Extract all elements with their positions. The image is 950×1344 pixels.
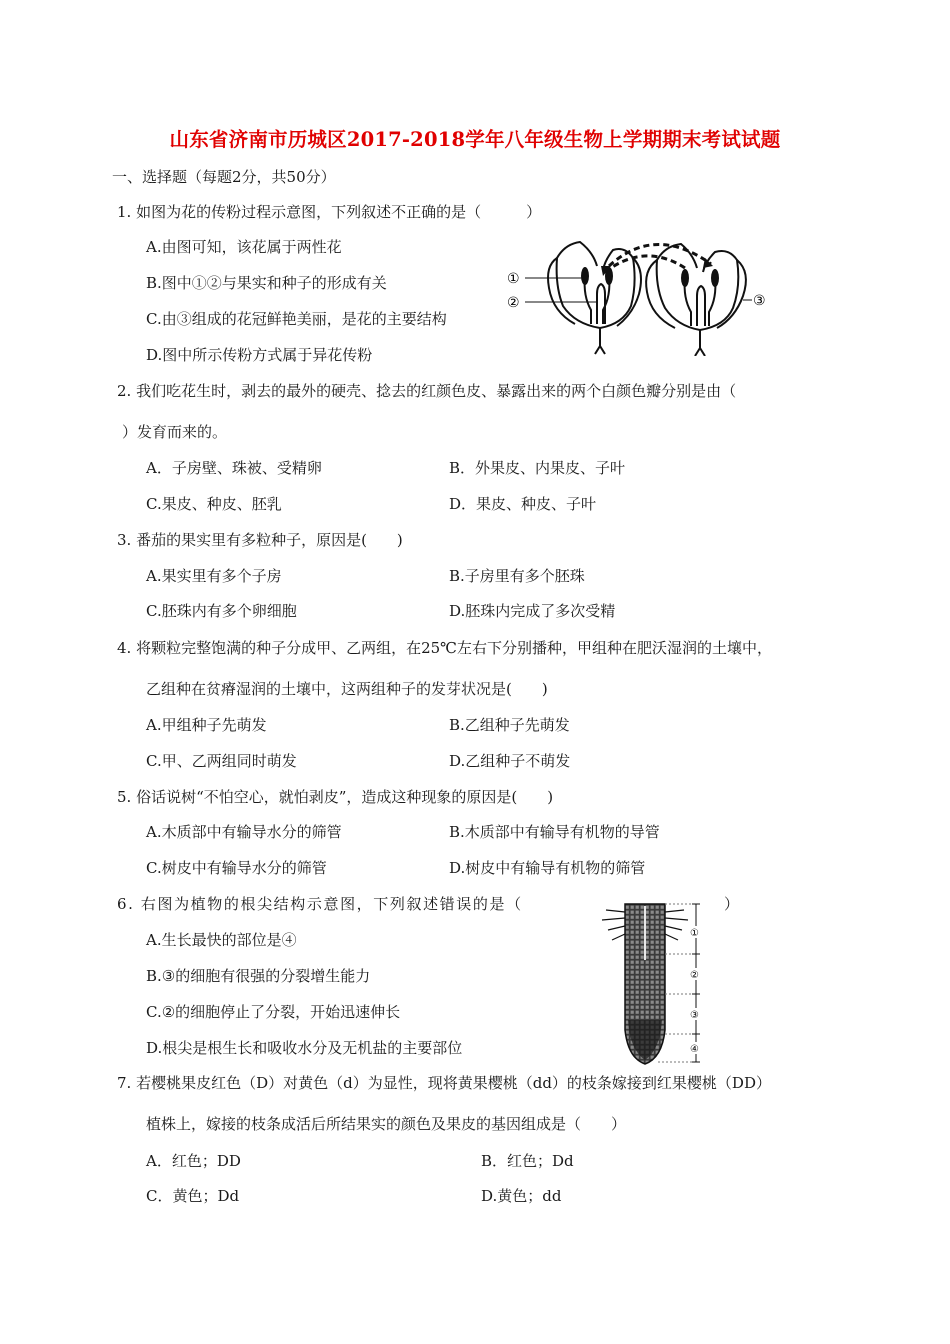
q1-option-d: D.图中所示传粉方式属于异花传粉 [146, 346, 373, 364]
q6-option-d: D.根尖是根生长和吸收水分及无机盐的主要部位 [146, 1039, 463, 1057]
q3-option-b: B.子房里有多个胚珠 [449, 567, 585, 585]
q6-option-b: B.③的细胞有很强的分裂增生能力 [146, 967, 371, 985]
question-7-stem: 7. 若樱桃果皮红色（D）对黄色（d）为显性，现将黄果樱桃（dd）的枝条嫁接到红果樱桃（DD） [117, 1074, 771, 1092]
q2-option-a: A．子房壁、珠被、受精卵 [146, 459, 322, 477]
q4-option-a: A.甲组种子先萌发 [146, 716, 267, 734]
flower-pollination-figure [505, 236, 770, 356]
q5-option-d: D.树皮中有输导有机物的筛管 [449, 859, 646, 877]
flower-label-3: ③ [753, 293, 766, 309]
question-1-stem: 1. 如图为花的传粉过程示意图，下列叙述不正确的是（ ） [117, 203, 542, 221]
q1-option-a: A.由图可知，该花属于两性花 [146, 238, 342, 256]
q2-option-b: B．外果皮、内果皮、子叶 [449, 459, 626, 477]
q5-option-a: A.木质部中有输导水分的筛管 [146, 823, 342, 841]
root-label-2: ② [690, 970, 699, 981]
root-label-3: ③ [690, 1010, 699, 1021]
q1-option-b: B.图中①②与果实和种子的形成有关 [146, 274, 387, 292]
q3-option-a: A.果实里有多个子房 [146, 567, 282, 585]
q7-option-b: B．红色；Dd [481, 1152, 574, 1170]
q3-option-d: D.胚珠内完成了多次受精 [449, 602, 616, 620]
q2-option-c: C.果皮、种皮、胚乳 [146, 495, 282, 513]
flower-label-1: ① [507, 271, 520, 287]
question-4-stem-cont: 乙组种在贫瘠湿润的土壤中，这两组种子的发芽状况是( ) [146, 680, 548, 698]
root-label-4: ④ [690, 1044, 699, 1055]
question-3-stem: 3. 番茄的果实里有多粒种子，原因是( ) [117, 531, 403, 549]
q5-option-b: B.木质部中有输导有机物的导管 [449, 823, 660, 841]
q7-option-c: C．黄色；Dd [146, 1187, 240, 1205]
question-2-stem-cont: ）发育而来的。 [122, 423, 228, 441]
q4-option-b: B.乙组种子先萌发 [449, 716, 570, 734]
q5-option-c: C.树皮中有输导水分的筛管 [146, 859, 327, 877]
question-4-stem: 4. 将颗粒完整饱满的种子分成甲、乙两组，在25℃左右下分别播种，甲组种在肥沃湿润的土壤中， [117, 639, 772, 657]
q4-option-c: C.甲、乙两组同时萌发 [146, 752, 297, 770]
question-7-stem-cont: 植株上，嫁接的枝条成活后所结果实的颜色及果皮的基因组成是（ ） [146, 1115, 627, 1133]
question-2-stem: 2. 我们吃花生时，剥去的最外的硬壳、捻去的红颜色皮、暴露出来的两个白颜色瓣分别是由（ [117, 382, 737, 400]
q4-option-d: D.乙组种子不萌发 [449, 752, 571, 770]
question-6-stem-end: ） [724, 895, 740, 913]
q7-option-a: A．红色；DD [146, 1152, 241, 1170]
root-label-1: ① [690, 928, 699, 939]
question-5-stem: 5. 俗话说树“不怕空心，就怕剥皮”，造成这种现象的原因是( ) [117, 788, 554, 806]
section-heading: 一、选择题（每题2分，共50分） [112, 168, 336, 186]
q1-option-c: C.由③组成的花冠鲜艳美丽，是花的主要结构 [146, 310, 447, 328]
q6-option-a: A.生长最快的部位是④ [146, 931, 297, 949]
question-6-stem: 6. 右图为植物的根尖结构示意图，下列叙述错误的是（ [117, 895, 523, 913]
root-tip-figure [590, 900, 715, 1068]
q7-option-d: D.黄色；dd [481, 1187, 562, 1205]
flower-label-2: ② [507, 295, 520, 311]
q3-option-c: C.胚珠内有多个卵细胞 [146, 602, 297, 620]
page-title: 山东省济南市历城区2017-2018学年八年级生物上学期期末考试试题 [169, 128, 781, 151]
q6-option-c: C.②的细胞停止了分裂，开始迅速伸长 [146, 1003, 401, 1021]
q2-option-d: D．果皮、种皮、子叶 [449, 495, 597, 513]
